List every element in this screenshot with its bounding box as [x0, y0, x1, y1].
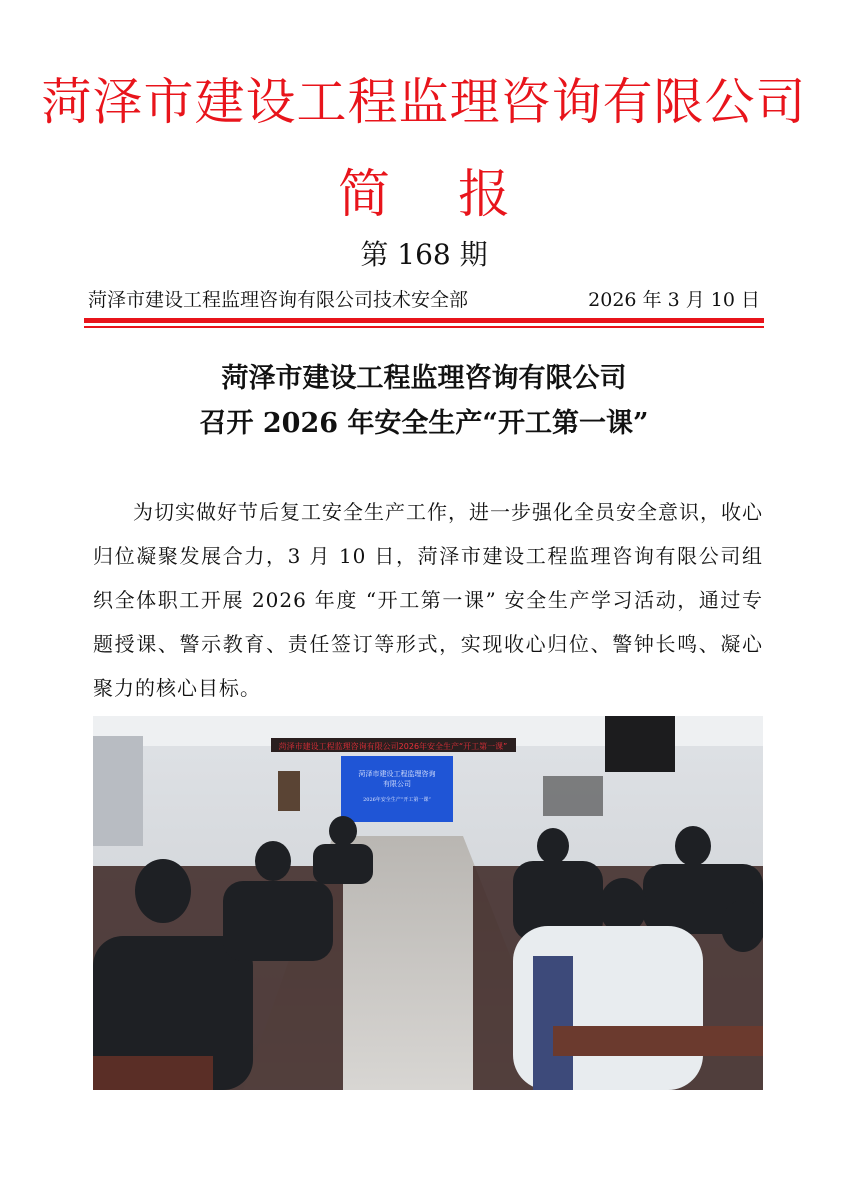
- headline-line-1: 菏泽市建设工程监理咨询有限公司: [221, 363, 627, 394]
- headline-line-2: 召开 2026 年安全生产“开工第一课”: [199, 408, 649, 439]
- bulletin-title-char: 报: [458, 165, 511, 225]
- header-divider-thick: [84, 318, 764, 323]
- photo-screen-line-2: 有限公司: [383, 780, 411, 788]
- issue-number: 第 168 期: [360, 238, 488, 271]
- article-paragraph: 为切实做好节后复工安全生产工作，进一步强化全员安全意识，收心归位凝聚发展合力，3 月 10 日，菏泽市建设工程监理咨询有限公司组织全体职工开展 2026 年度 “开工第一课” 安全生产学习活动，通过专题授课、警示教育、责任签订等形式，实现收心归位、警钟长鸣、凝心聚力的核心目标。: [93, 500, 763, 700]
- photo-screen-line-3: 2026年安全生产“开工第一课”: [363, 797, 431, 803]
- header-meta: [88, 285, 760, 312]
- article-headline: [0, 356, 848, 446]
- photo-banner-text: 菏泽市建设工程监理咨询有限公司2026年安全生产“开工第一课”: [278, 742, 508, 751]
- issue-date: 2026 年 3 月 10 日: [588, 289, 760, 311]
- department: 菏泽市建设工程监理咨询有限公司技术安全部: [88, 289, 469, 311]
- meeting-photo: [93, 716, 763, 1090]
- bulletin-title: [0, 152, 848, 227]
- header-divider-thin: [84, 326, 764, 328]
- photo-screen-line-1: 菏泽市建设工程监理咨询: [358, 770, 436, 778]
- bulletin-title-char: 简: [337, 165, 390, 225]
- organization-title: 菏泽市建设工程监理咨询有限公司: [41, 73, 807, 131]
